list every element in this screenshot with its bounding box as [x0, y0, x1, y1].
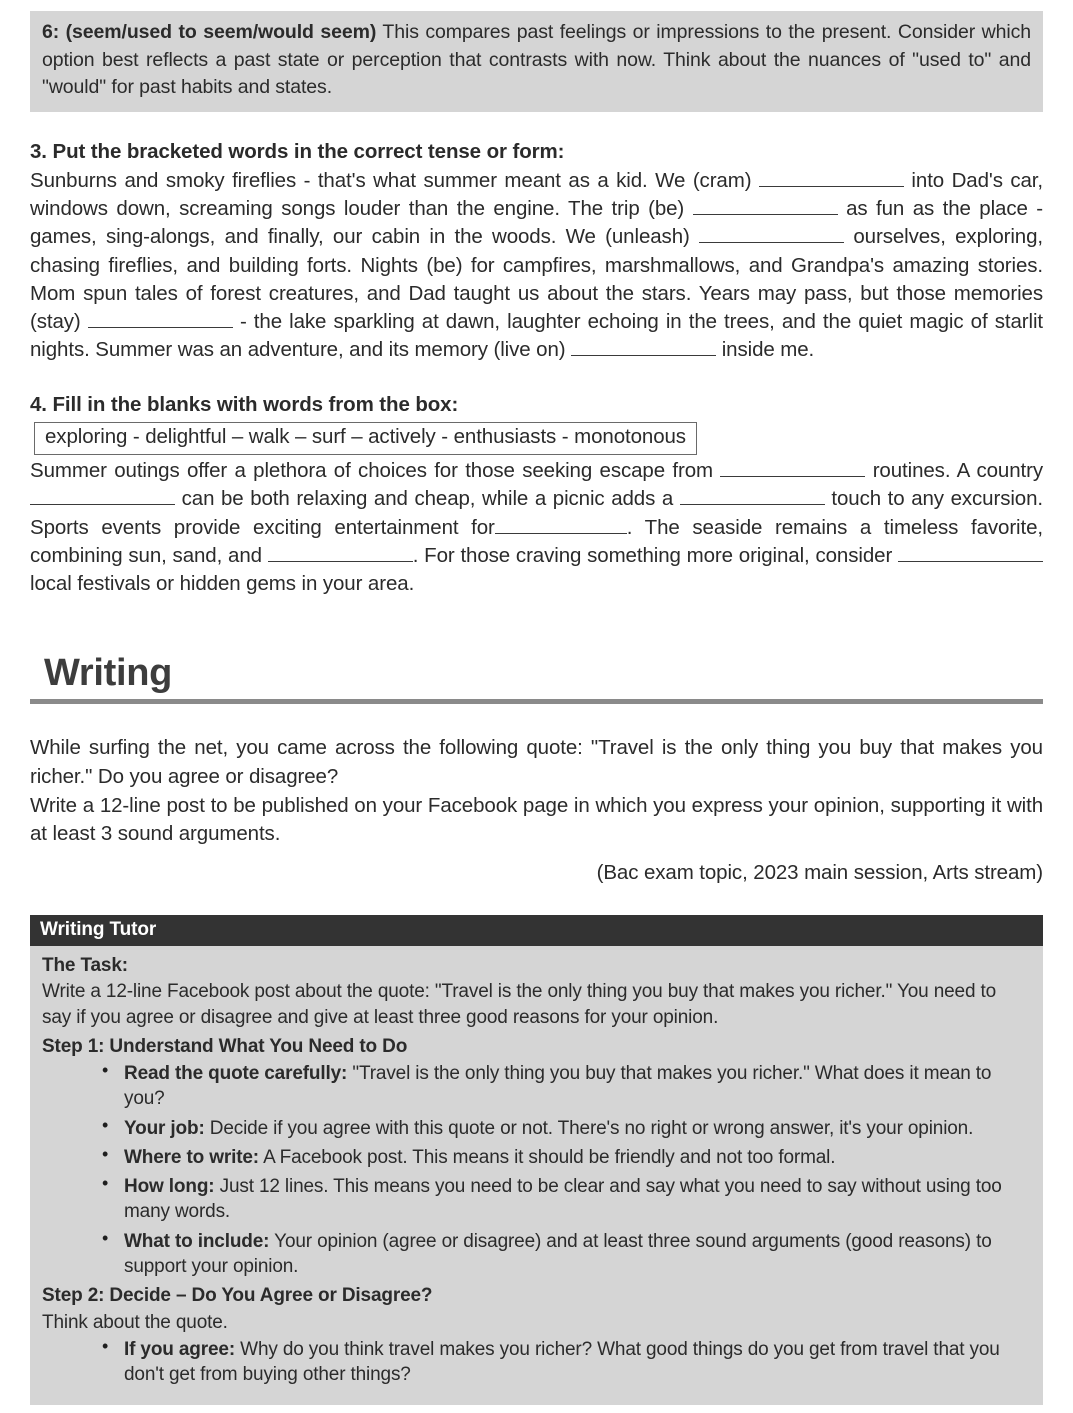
writing-prompt	[30, 734, 1043, 849]
list-item	[102, 1061, 1029, 1112]
ex4-seg-2: can be both relaxing and cheap, while a picnic adds a	[175, 487, 680, 511]
ex3-seg-1: into Dad's car, windows down, screaming songs louder than the engine. The trip (be)	[30, 168, 1043, 221]
exercise-4-body	[30, 457, 1043, 598]
word-bank-box: exploring - delightful – walk – surf – actively - enthusiasts - monotonous	[34, 422, 697, 455]
list-item	[102, 1145, 1029, 1170]
hint-text: This compares past feelings or impressions to the present. Consider which option best reflects a past state or perception that contrasts with now. Think about the nuances of "used to" and "would" for past habits and states.	[42, 21, 1031, 99]
ex3-blank-unleash[interactable]	[699, 242, 844, 243]
list-item-text: Just 12 lines. This means you need to be clear and say what you need to say without using too many words.	[124, 1176, 1002, 1223]
ex4-seg-3: touch to any excursion. Sports events provide exciting entertainment for	[30, 487, 1043, 539]
hint-label: 6: (seem/used to seem/would seem)	[42, 21, 377, 43]
list-item-text: Decide if you agree with this quote or not. There's no right or wrong answer, it's your opinion.	[204, 1117, 974, 1139]
exercise-4	[30, 391, 1043, 599]
list-item	[102, 1174, 1029, 1225]
tutor-task-text: Write a 12-line Facebook post about the quote: "Travel is the only thing you buy that makes you richer." You need to say if you agree or disagree and give at least three good reasons for your opinion.	[42, 981, 997, 1028]
ex3-seg-2: as fun as the place - games, sing-alongs, and finally, our cabin in the woods. We (unleash)	[30, 197, 1043, 249]
writing-heading-rule	[30, 699, 1043, 704]
writing-tutor-panel	[30, 915, 1043, 1405]
list-item	[102, 1229, 1029, 1280]
list-item-label: How long:	[124, 1176, 215, 1198]
exercise-3-body	[30, 167, 1043, 365]
tutor-step2-title: Step 2: Decide – Do You Agree or Disagree?	[42, 1285, 433, 1307]
list-item-text: Your opinion (agree or disagree) and at least three sound arguments (good reasons) to support your opinion.	[124, 1230, 992, 1277]
list-item-text: Why do you think travel makes you richer? What good things do you get from travel that you don't get from buying other things?	[124, 1338, 1000, 1386]
list-item-label: What to include:	[124, 1230, 270, 1252]
tutor-step1-list	[42, 1061, 1029, 1279]
writing-heading: Writing	[44, 652, 173, 695]
exercise-4-title: 4. Fill in the blanks with words from the box:	[30, 392, 459, 416]
ex3-seg-5: inside me.	[716, 338, 815, 362]
ex4-blank-4[interactable]	[495, 533, 627, 534]
ex3-blank-be[interactable]	[693, 214, 838, 215]
ex3-blank-stay[interactable]	[88, 327, 233, 328]
writing-tutor-header: Writing Tutor	[30, 915, 1043, 946]
writing-prompt-line-1: While surfing the net, you came across the following quote: "Travel is the only thing you buy that makes you richer." Do you agree or disagree?	[30, 736, 1043, 788]
ex3-seg-0: Sunburns and smoky fireflies - that's what summer meant as a kid. We (cram)	[30, 168, 759, 192]
ex4-blank-1[interactable]	[720, 476, 865, 477]
list-item	[102, 1116, 1029, 1141]
tutor-step1-title: Step 1: Understand What You Need to Do	[42, 1035, 408, 1057]
ex4-seg-4: . The seaside remains a timeless favorite, combining sun, sand, and	[30, 515, 1043, 567]
list-item	[102, 1337, 1029, 1388]
exercise-3	[30, 138, 1043, 365]
ex4-seg-5: . For those craving something more original, consider	[412, 543, 898, 567]
list-item-label: Your job:	[124, 1117, 205, 1139]
hint-panel-item-6	[30, 11, 1043, 112]
ex3-seg-3: ourselves, exploring, chasing fireflies, and building forts. Nights (be) for campfires, marshmallows, and Grandpa's amazing stories. Mom spun tales of forest creatures, and Dad taught us about the stars. Years may pass, but those memories (stay)	[30, 225, 1044, 334]
exercise-3-title: 3. Put the bracketed words in the correct tense or form:	[30, 140, 565, 164]
list-item-text: A Facebook post. This means it should be friendly and not too formal.	[258, 1146, 836, 1168]
worksheet-page	[0, 11, 1073, 1413]
ex3-blank-liveon[interactable]	[571, 355, 716, 356]
ex4-blank-5[interactable]	[268, 561, 413, 562]
ex4-blank-6[interactable]	[898, 561, 1043, 562]
list-item-label: Read the quote carefully:	[124, 1063, 348, 1085]
ex4-blank-3[interactable]	[680, 504, 825, 505]
writing-section-header	[30, 654, 1043, 704]
list-item-label: If you agree:	[124, 1338, 236, 1360]
ex4-seg-1: routines. A country	[865, 459, 1043, 483]
ex3-blank-cram[interactable]	[759, 186, 904, 187]
writing-source-note: (Bac exam topic, 2023 main session, Arts stream)	[596, 861, 1043, 885]
ex4-blank-2[interactable]	[30, 504, 175, 505]
writing-prompt-line-2: Write a 12-line post to be published on your Facebook page in which you express your opinion, supporting it with at least 3 sound arguments.	[30, 793, 1043, 846]
ex4-seg-6: local festivals or hidden gems in your area.	[30, 572, 415, 596]
list-item-label: Where to write:	[124, 1146, 259, 1168]
ex3-seg-4: - the lake sparkling at dawn, laughter echoing in the trees, and the quiet magic of starlit nights. Summer was an adventure, and its memory (live on)	[30, 310, 1043, 362]
tutor-step2-lead: Think about the quote.	[42, 1311, 228, 1333]
tutor-step2-list	[42, 1337, 1029, 1388]
writing-tutor-body	[30, 946, 1043, 1405]
ex4-seg-0: Summer outings offer a plethora of choices for those seeking escape from	[30, 459, 721, 483]
list-item-text: "Travel is the only thing you buy that makes you richer." What does it mean to you?	[124, 1063, 992, 1110]
tutor-task-label: The Task:	[42, 955, 128, 977]
